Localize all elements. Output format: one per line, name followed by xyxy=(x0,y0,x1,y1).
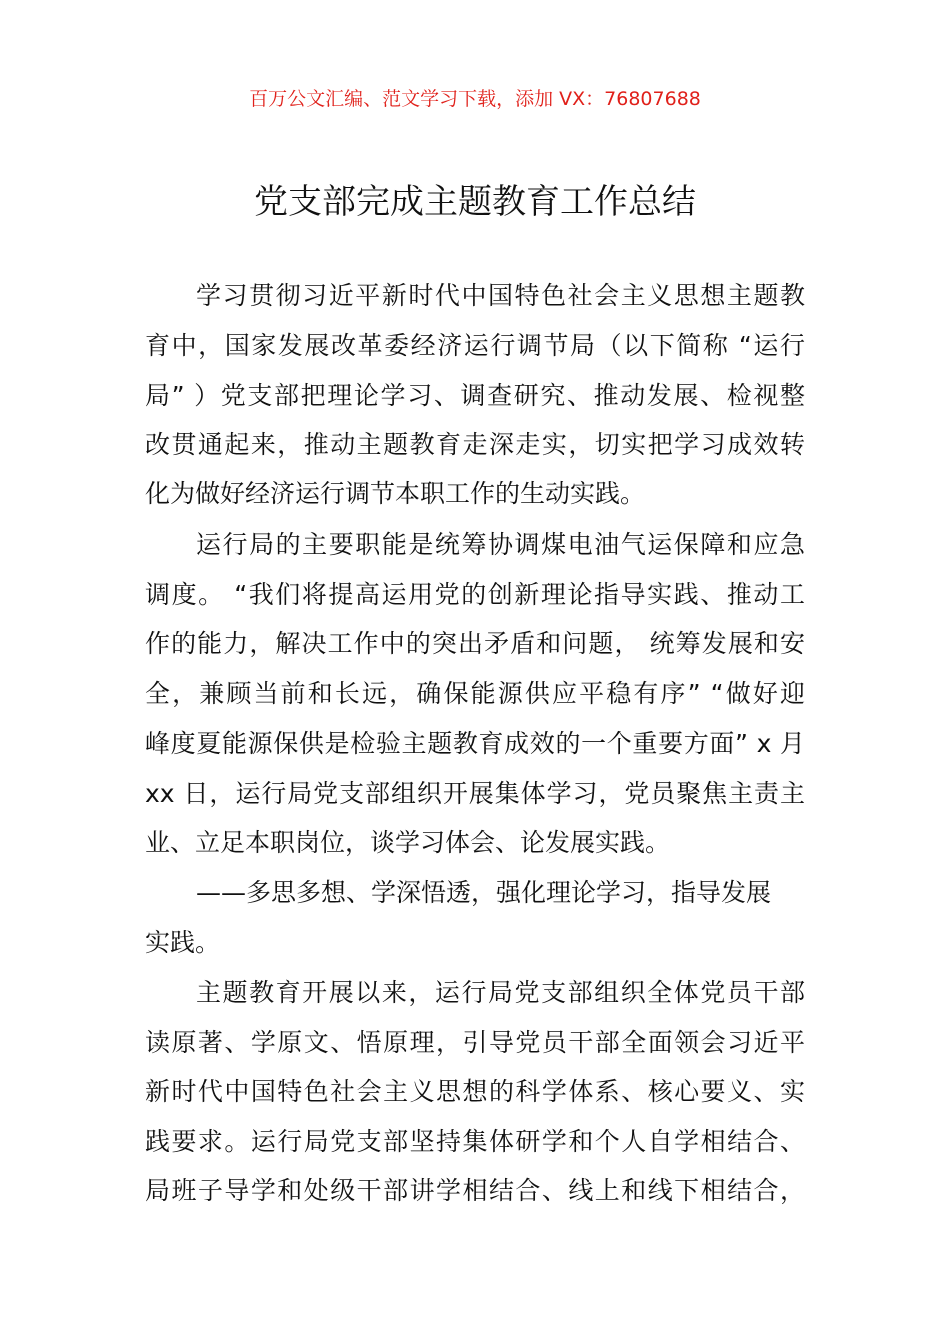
body-line: 主题教育开展以来，运行局党支部组织全体党员干部 xyxy=(196,978,805,1007)
body-line: 调度。 “我们将提高运用党的创新理论指导实践、推动工 xyxy=(145,580,805,609)
body-line: 作的能力，解决工作中的突出矛盾和问题， 统筹发展和安 xyxy=(145,629,805,658)
body-line: 局班子导学和处级干部讲学相结合、线上和线下相结合， xyxy=(145,1176,805,1205)
body-line: 全，兼顾当前和长远，确保能源供应平稳有序” “做好迎 xyxy=(145,679,805,708)
body-line: 践要求。运行局党支部坚持集体研学和个人自学相结合、 xyxy=(145,1127,805,1156)
document-title: 党支部完成主题教育工作总结 xyxy=(254,182,696,222)
section-heading-line: ——多思多想、学深悟透，强化理论学习，指导发展 xyxy=(196,878,772,907)
body-line: 化为做好经济运行调节本职工作的生动实践。 xyxy=(145,479,646,508)
body-line: 运行局的主要职能是统筹协调煤电油气运保障和应急 xyxy=(196,530,805,559)
body-line: 育中，国家发展改革委经济运行调节局（以下简称 “运行 xyxy=(145,331,805,360)
header-watermark-note: 百万公文汇编、范文学习下载，添加 VX：76807688 xyxy=(249,88,701,110)
body-line: 峰度夏能源保供是检验主题教育成效的一个重要方面” x 月 xyxy=(145,729,805,758)
body-line: xx 日，运行局党支部组织开展集体学习，党员聚焦主责主 xyxy=(145,779,805,808)
body-line: 新时代中国特色社会主义思想的科学体系、核心要义、实 xyxy=(145,1077,805,1106)
body-line: 学习贯彻习近平新时代中国特色社会主义思想主题教 xyxy=(196,281,805,310)
body-line: 改贯通起来，推动主题教育走深走实，切实把学习成效转 xyxy=(145,430,805,459)
body-line: 业、立足本职岗位，谈学习体会、论发展实践。 xyxy=(145,828,671,857)
section-heading-line: 实践。 xyxy=(145,928,221,957)
body-line: 读原著、学原文、悟原理，引导党员干部全面领会习近平 xyxy=(145,1028,805,1057)
body-line: 局” ）党支部把理论学习、调查研究、推动发展、检视整 xyxy=(145,381,805,410)
